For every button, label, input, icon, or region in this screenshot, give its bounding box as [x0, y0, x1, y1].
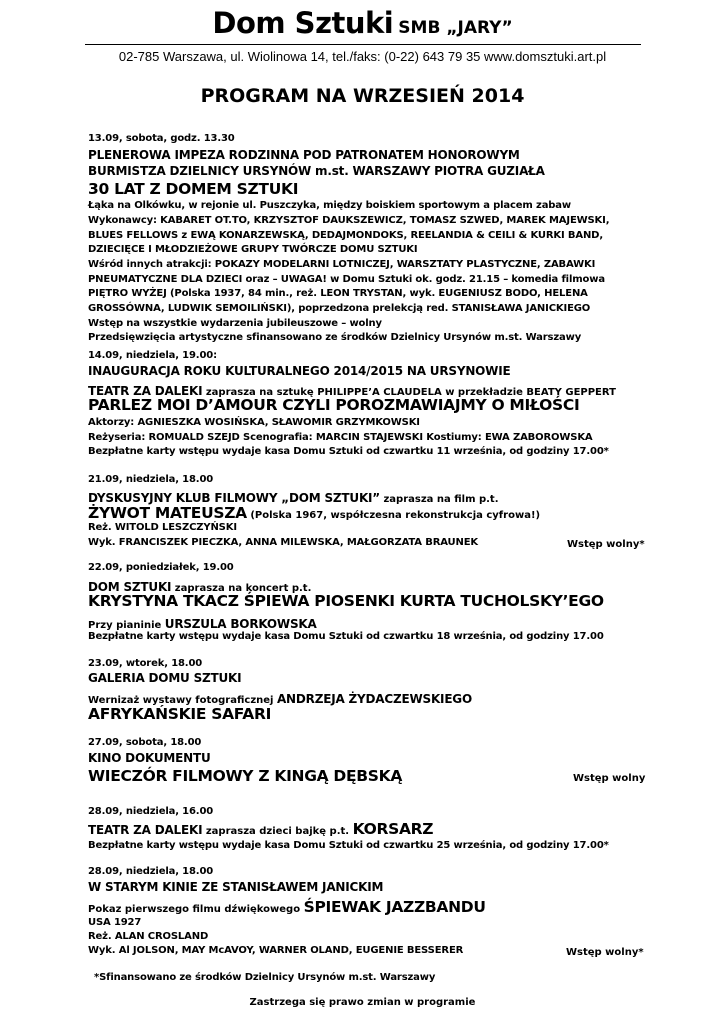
event-3-headline: ŻYWOT MATEUSZA — [88, 504, 247, 522]
event-8-entry: Wstęp wolny* — [566, 947, 644, 958]
event-3-cast: Wyk. FRANCISZEK PIECZKA, ANNA MILEWSKA, MAŁGORZATA BRAUNEK — [88, 537, 479, 548]
event-7-title: KORSARZ — [352, 820, 434, 838]
event-3-entry: Wstęp wolny* — [567, 539, 645, 550]
document-title — [0, 6, 725, 40]
event-3-date: 21.09, niedziela, 18.00 — [88, 474, 214, 485]
event-1-line-4: Wykonawcy: KABARET OT.TO, KRZYSZTOF DAUKSZEWICZ, TOMASZ SZWED, MAREK MAJEWSKI, — [88, 215, 610, 226]
event-2-cast: Aktorzy: AGNIESZKA WOSIŃSKA, SŁAWOMIR GRZYMKOWSKI — [88, 417, 420, 428]
event-7-organizer-line — [88, 819, 433, 838]
event-7-organizer-rest: zaprasza dzieci bajkę p.t. — [202, 826, 353, 837]
event-1-line-11: Wstęp na wszystkie wydarzenia jubileuszowe – wolny — [88, 318, 382, 329]
event-1-line-6: DZIECIĘCE I MŁODZIEŻOWE GRUPY TWÓRCZE DOMU SZTUKI — [88, 244, 418, 255]
event-5-vernissage: Wernizaż wystawy fotograficznej — [88, 695, 277, 706]
event-2-organizer: TEATR ZA DALEKI — [88, 384, 203, 398]
footer-disclaimer: Zastrzega się prawo zmian w programie — [249, 997, 476, 1008]
event-1-headline: 30 LAT Z DOMEM SZTUKI — [88, 180, 299, 198]
event-1-line-7: Wśród innych atrakcji: POKAZY MODELARNI LOTNICZEJ, WARSZTATY PLASTYCZNE, ZABAWKI — [88, 259, 596, 270]
event-8-title: ŚPIEWAK JAZZBANDU — [303, 898, 486, 916]
event-4-piano-name: URSZULA BORKOWSKA — [164, 617, 317, 631]
event-2-headline: PARLEZ MOI D’AMOUR CZYLI POROZMAWIAJMY O MIŁOŚCI — [88, 396, 580, 414]
event-2-organizer-rest: zaprasza na sztukę PHILIPPE’A CLAUDELA w przekładzie BEATY GEPPERT — [202, 387, 616, 398]
event-1-line-12: Przedsięwzięcia artystyczne sfinansowano ze środków Dzielnicy Ursynów m.st. Warszawy — [88, 332, 582, 343]
event-3-organizer-rest: zaprasza na film p.t. — [380, 494, 499, 505]
event-3-headline-note: (Polska 1967, współczesna rekonstrukcja cyfrowa!) — [246, 510, 541, 521]
event-1-line-10: GROSSÓWNA, LUDWIK SEMOILIŃSKI), poprzedzona prelekcją red. STANISŁAWA JANICKIEGO — [88, 303, 591, 314]
event-4-headline: KRYSTYNA TKACZ ŚPIEWA PIOSENKI KURTA TUCHOLSKY’EGO — [88, 592, 604, 610]
address-line: 02-785 Warszawa, ul. Wiolinowa 14, tel./faks: (0-22) 643 79 35 www.domsztuki.art.pl — [118, 49, 607, 64]
event-4-piano-label: Przy pianinie — [88, 620, 165, 631]
event-1-line-9: PIĘTRO WYŻEJ (Polska 1937, 84 min., reż. LEON TRYSTAN, wyk. EUGENIUSZ BODO, HELENA — [88, 288, 588, 299]
event-3-headline-line — [88, 503, 540, 522]
event-6-date: 27.09, sobota, 18.00 — [88, 737, 202, 748]
event-8-intro: Pokaz pierwszego filmu dźwiękowego — [88, 904, 304, 915]
title-main: Dom Sztuki — [212, 6, 394, 40]
event-8-cast: Wyk. Al JOLSON, MAY McAVOY, WARNER OLAND, EUGENIE BESSERER — [88, 945, 464, 956]
event-8-director: Reż. ALAN CROSLAND — [88, 931, 209, 942]
event-8-country: USA 1927 — [88, 917, 142, 928]
header-divider — [85, 44, 641, 45]
event-1-line-5: BLUES FELLOWS z EWĄ KONARZEWSKĄ, DEDAJMONDOKS, REELANDIA & CEILI & KURKI BAND, — [88, 230, 603, 241]
event-2-crew: Reżyseria: ROMUALD SZEJD Scenografia: MARCIN STAJEWSKI Kostiumy: EWA ZABOROWSKA — [88, 432, 593, 443]
event-1-line-8: PNEUMATYCZNE DLA DZIECI oraz – UWAGA! w Domu Sztuki ok. godz. 21.15 – komedia filmowa — [88, 274, 605, 285]
event-3-director: Reż. WITOLD LESZCZYŃSKI — [88, 522, 237, 533]
event-6-entry: Wstęp wolny — [573, 773, 646, 784]
event-1-date: 13.09, sobota, godz. 13.30 — [88, 133, 235, 144]
event-3-organizer: DYSKUSYJNY KLUB FILMOWY „DOM SZTUKI” — [88, 491, 380, 505]
event-1-line-2: BURMISTZA DZIELNICY URSYNÓW m.st. WARSZAWY PIOTRA GUZIAŁA — [88, 164, 545, 178]
footer-funding: *Sfinansowano ze środków Dzielnicy Ursynów m.st. Warszawy — [94, 972, 436, 983]
event-8-date: 28.09, niedziela, 18.00 — [88, 866, 214, 877]
event-7-date: 28.09, niedziela, 16.00 — [88, 806, 214, 817]
event-6-headline: WIECZÓR FILMOWY Z KINGĄ DĘBSKĄ — [88, 767, 403, 785]
event-7-organizer: TEATR ZA DALEKI — [88, 823, 203, 837]
event-2-date: 14.09, niedziela, 19.00: — [88, 350, 217, 361]
program-title: PROGRAM NA WRZESIEŃ 2014 — [200, 85, 525, 107]
event-4-piano-line — [88, 613, 317, 632]
event-2-tickets: Bezpłatne karty wstępu wydaje kasa Domu Sztuki od czwartku 11 września, od godziny 17.00* — [88, 446, 609, 457]
event-5-organizer: GALERIA DOMU SZTUKI — [88, 671, 242, 685]
event-5-date: 23.09, wtorek, 18.00 — [88, 658, 203, 669]
event-8-organizer: W STARYM KINIE ZE STANISŁAWEM JANICKIM — [88, 880, 384, 894]
event-8-title-line — [88, 897, 486, 916]
event-4-date: 22.09, poniedziałek, 19.00 — [88, 562, 234, 573]
event-6-organizer: KINO DOKUMENTU — [88, 751, 211, 765]
event-4-organizer-rest: zaprasza na koncert p.t. — [171, 583, 312, 594]
event-5-artist: ANDRZEJA ŻYDACZEWSKIEGO — [276, 692, 472, 706]
event-1-line-1: PLENEROWA IMPEZA RODZINNA POD PATRONATEM HONOROWYM — [88, 148, 520, 162]
event-7-tickets: Bezpłatne karty wstępu wydaje kasa Domu Sztuki od czwartku 25 września, od godziny 17.00* — [88, 840, 609, 851]
event-4-organizer: DOM SZTUKI — [88, 580, 172, 594]
event-2-line-1: INAUGURACJA ROKU KULTURALNEGO 2014/2015 NA URSYNOWIE — [88, 364, 511, 378]
title-subtitle: SMB „JARY” — [398, 18, 513, 38]
event-1-line-3: Łąka na Olkówku, w rejonie ul. Puszczyka, między boiskiem sportowym a placem zabaw — [88, 200, 571, 211]
event-4-tickets: Bezpłatne karty wstępu wydaje kasa Domu Sztuki od czwartku 18 września, od godziny 17.00 — [88, 631, 604, 642]
event-5-headline: AFRYKAŃSKIE SAFARI — [88, 705, 272, 723]
